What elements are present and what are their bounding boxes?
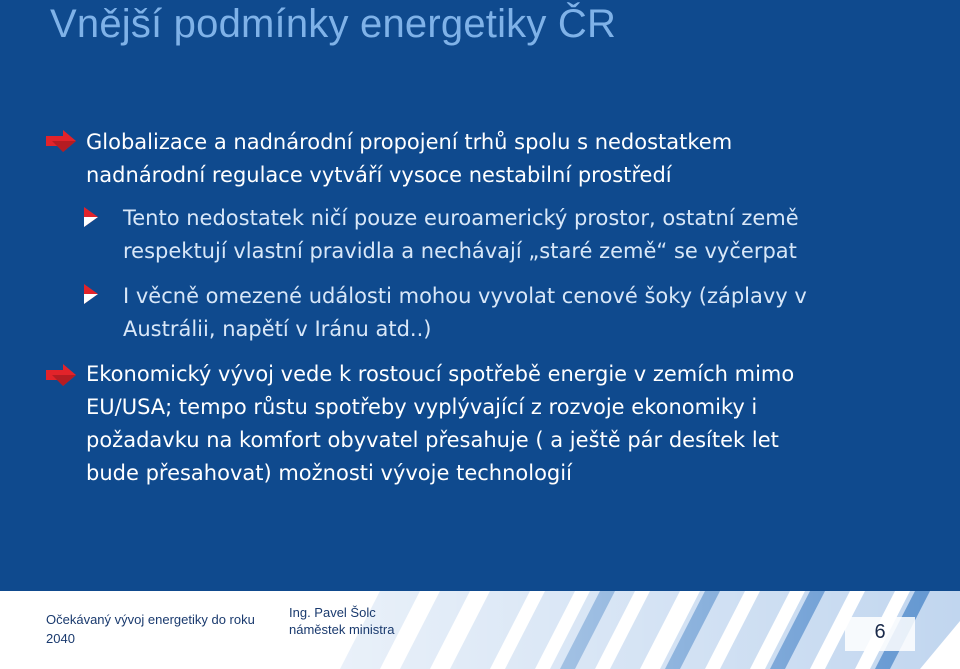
bullet-item <box>123 280 913 346</box>
bullet-text: I věcně omezené události mohou vyvolat cenové šoky (záplavy v Austrálii, napětí v Iránu atd..) <box>123 284 807 341</box>
bullet-text: Globalizace a nadnárodní propojení trhů spolu s nedostatkem nadnárodní regulace vytváří vysoce nestabilní prostředí <box>86 130 733 187</box>
bullet-arrow-icon <box>46 364 76 386</box>
bullet-item <box>86 358 906 490</box>
footer-presentation-title: Očekávaný vývoj energetiky do roku 2040 <box>46 612 255 646</box>
bullet-item <box>123 202 913 268</box>
sub-bullet-triangle-icon <box>84 207 98 227</box>
sub-bullet-triangle-icon <box>84 284 98 304</box>
slide-title: Vnější podmínky energetiky ČR <box>50 2 617 46</box>
author-name: Ing. Pavel Šolc <box>289 605 376 620</box>
footer-author <box>289 604 394 638</box>
slide-footer <box>0 591 960 669</box>
author-role: náměstek ministra <box>289 622 395 637</box>
page-number: 6 <box>874 621 886 643</box>
bullet-arrow-icon <box>46 130 76 152</box>
bullet-item <box>86 126 906 192</box>
bullet-text: Tento nedostatek ničí pouze euroamerický prostor, ostatní země respektují vlastní pravidla a nechávají „staré země“ se vyčerpat <box>123 206 799 263</box>
bullet-text: Ekonomický vývoj vede k rostoucí spotřebě energie v zemích mimo EU/USA; tempo růstu spotřeby vyplývající z rozvoje ekonomiky i požadavku na komfort obyvatel přesahuje ( a ještě pár desítek let bude přesahovat) možnosti vývoje technologií <box>86 362 795 485</box>
